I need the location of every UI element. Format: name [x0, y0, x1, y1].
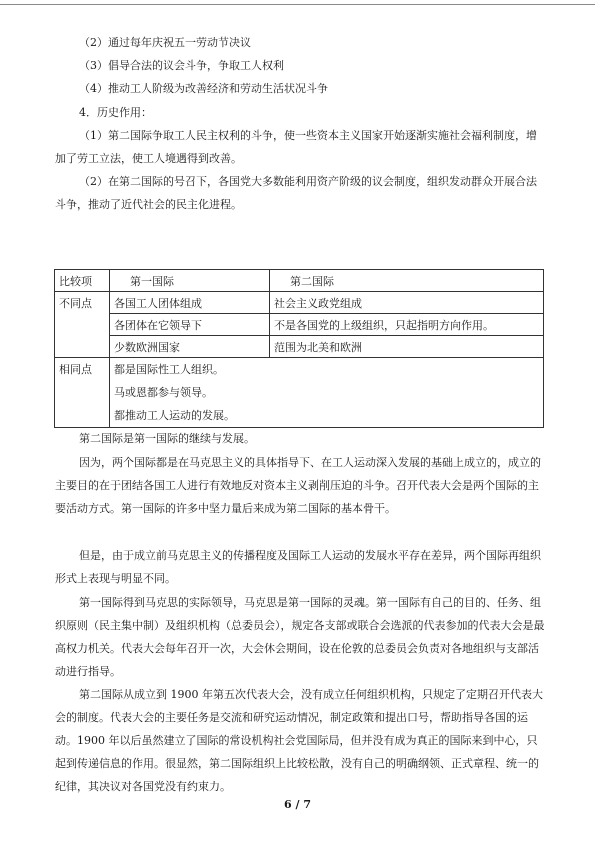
- table-cell: 各团体在它领导下: [110, 314, 270, 336]
- section-heading: 4．历史作用：: [79, 106, 152, 119]
- table-header-row: [55, 270, 544, 292]
- table-header-cell: 第二国际: [270, 270, 544, 292]
- paragraph: （2）在第二国际的号召下，各国党大多数能利用资产阶级的议会制度，组织发动群众开展合法斗争，推动了近代社会的民主化进程。: [55, 175, 537, 211]
- table-cell-line: 马或恩都参与领导。: [114, 386, 213, 399]
- table-row: [55, 358, 544, 428]
- paragraph: （1）第二国际争取工人民主权利的斗争，使一些资本主义国家开始逐渐实施社会福利制度，增加了劳工立法，使工人境遇得到改善。: [55, 129, 537, 165]
- table-row-label: 不同点: [55, 292, 110, 358]
- table-cell: 少数欧洲国家: [110, 336, 270, 358]
- table-row: [55, 336, 544, 358]
- paragraph: 但是，由于成立前马克思主义的传播程度及国际工人运动的发展水平存在差异，两个国际再组织形式上表现与明显不同。: [55, 549, 541, 585]
- text-line: （4）推动工人阶级为改善经济和劳动生活状况斗争: [79, 82, 328, 95]
- table-row: [55, 314, 544, 336]
- table-row: [55, 292, 544, 314]
- table-cell: 社会主义政党组成: [270, 292, 544, 314]
- table-header-cell: 第一国际: [110, 270, 270, 292]
- table-cell: [110, 358, 544, 428]
- paragraph: 第二国际是第一国际的继续与发展。: [79, 432, 255, 445]
- paragraph: 第一国际得到马克思的实际领导，马克思是第一国际的灵魂。第一国际有自己的目的、任务、组织原则（民主集中制）及组织机构（总委员会），规定各支部或联合会选派的代表参加的代表大会是最高权力机关。代表大会每年召开一次，大会休会期间，设在伦敦的总委员会负责对各地组织与支部活动进行指导。: [55, 596, 545, 678]
- table-row-label: 相同点: [55, 358, 110, 428]
- table-header-cell: 比较项: [55, 270, 110, 292]
- table-cell: 各国工人团体组成: [110, 292, 270, 314]
- text-line: （2）通过每年庆祝五一劳动节决议: [79, 36, 251, 49]
- page-number: 6 / 7: [284, 798, 311, 811]
- table-cell: 不是各国党的上级组织，只起指明方向作用。: [270, 314, 544, 336]
- paragraph: 第二国际从成立到 1900 年第五次代表大会，没有成立任何组织机构，只规定了定期召开代表大会的制度。代表大会的主要任务是交流和研究运动情况，制定政策和提出口号，帮助指导各国的运动。1900 年以后虽然建立了国际的常设机构社会党国际局，但并没有成为真正的国际来到中心，只起到传递信息的作用。很显然，第二国际组织上比较松散，没有自己的明确纲领、正式章程、统一的纪律，其决议对各国党没有约束力。: [55, 688, 543, 793]
- page-top-rule: [0, 4, 595, 5]
- comparison-table: [54, 269, 544, 428]
- text-line: （3）倡导合法的议会斗争，争取工人权利: [79, 59, 284, 72]
- table-cell-line: 都推动工人运动的发展。: [114, 409, 235, 422]
- table-cell-line: 都是国际性工人组织。: [114, 363, 224, 376]
- paragraph: 因为，两个国际都是在马克思主义的具体指导下、在工人运动深入发展的基础上成立的，成立的主要目的在于团结各国工人进行有效地反对资本主义剥削压迫的斗争。召开代表大会是两个国际的主要活动方式。第一国际的许多中坚力量后来成为第二国际的基本骨干。: [55, 456, 541, 515]
- table-cell: 范围为北美和欧洲: [270, 336, 544, 358]
